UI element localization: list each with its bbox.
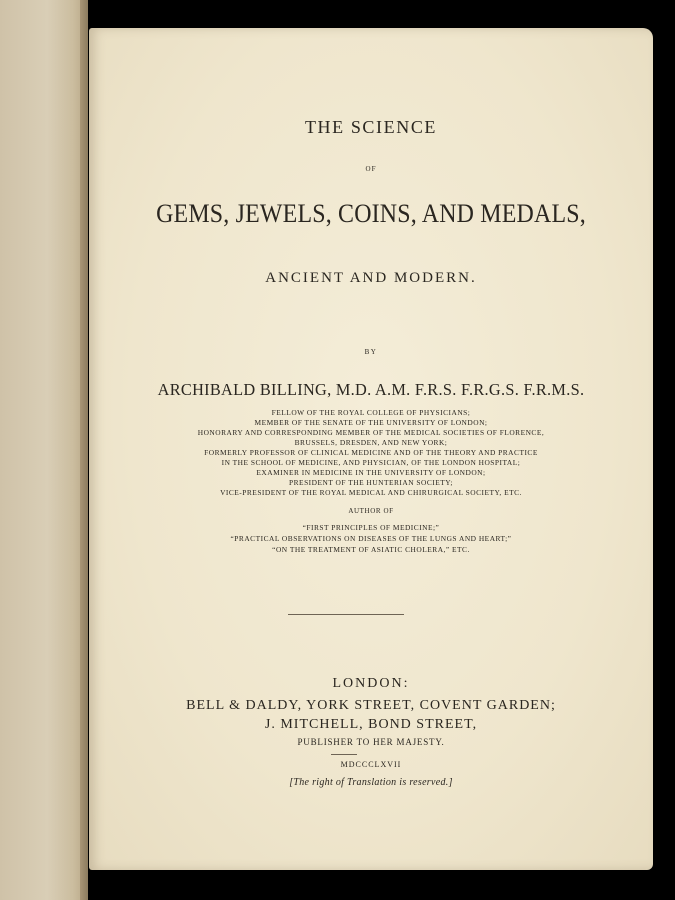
author-of-label: AUTHOR OF	[348, 507, 394, 515]
left-page	[0, 0, 86, 900]
credential-line: EXAMINER IN MEDICINE IN THE UNIVERSITY OF LONDON;	[256, 468, 486, 477]
publication-date: MDCCCLXVII	[340, 760, 402, 769]
work-title: “PRACTICAL OBSERVATIONS ON DISEASES OF THE LUNGS AND HEART;”	[230, 534, 512, 543]
author-credentials	[89, 408, 653, 498]
left-page-edge	[80, 0, 88, 900]
publisher-line-3: PUBLISHER TO HER MAJESTY.	[297, 737, 445, 747]
main-title: GEMS, JEWELS, COINS, AND MEDALS,	[156, 199, 586, 228]
credential-line: VICE-PRESIDENT OF THE ROYAL MEDICAL AND CHIRURGICAL SOCIETY, ETC.	[220, 488, 522, 497]
title-of: OF	[365, 165, 377, 173]
by-label: BY	[364, 348, 378, 356]
credential-line: MEMBER OF THE SENATE OF THE UNIVERSITY OF LONDON;	[254, 418, 488, 427]
work-title: “FIRST PRINCIPLES OF MEDICINE;”	[302, 523, 440, 532]
publisher-city: LONDON:	[332, 676, 410, 691]
publisher-line-1: BELL & DALDY, YORK STREET, COVENT GARDEN;	[186, 698, 556, 713]
author-works	[89, 522, 653, 555]
title-page	[89, 28, 653, 870]
credential-line: IN THE SCHOOL OF MEDICINE, AND PHYSICIAN, OF THE LONDON HOSPITAL;	[221, 458, 521, 467]
credential-line: FORMERLY PROFESSOR OF CLINICAL MEDICINE AND OF THE THEORY AND PRACTICE	[204, 448, 538, 457]
credential-line: PRESIDENT OF THE HUNTERIAN SOCIETY;	[289, 478, 453, 487]
title-line-1: THE SCIENCE	[304, 117, 438, 137]
short-rule	[331, 754, 357, 755]
work-title: “ON THE TREATMENT OF ASIATIC CHOLERA,” ETC.	[272, 545, 470, 554]
rights-notice: [The right of Translation is reserved.]	[289, 777, 453, 788]
author-name: ARCHIBALD BILLING, M.D. A.M. F.R.S. F.R.G.S. F.R.M.S.	[157, 380, 585, 399]
credential-line: BRUSSELS, DRESDEN, AND NEW YORK;	[294, 438, 448, 447]
credential-line: FELLOW OF THE ROYAL COLLEGE OF PHYSICIANS;	[271, 408, 471, 417]
credential-line: HONORARY AND CORRESPONDING MEMBER OF THE MEDICAL SOCIETIES OF FLORENCE,	[197, 428, 545, 437]
publisher-line-2: J. MITCHELL, BOND STREET,	[264, 717, 478, 732]
subtitle: ANCIENT AND MODERN.	[265, 270, 477, 286]
divider-rule	[288, 614, 404, 615]
